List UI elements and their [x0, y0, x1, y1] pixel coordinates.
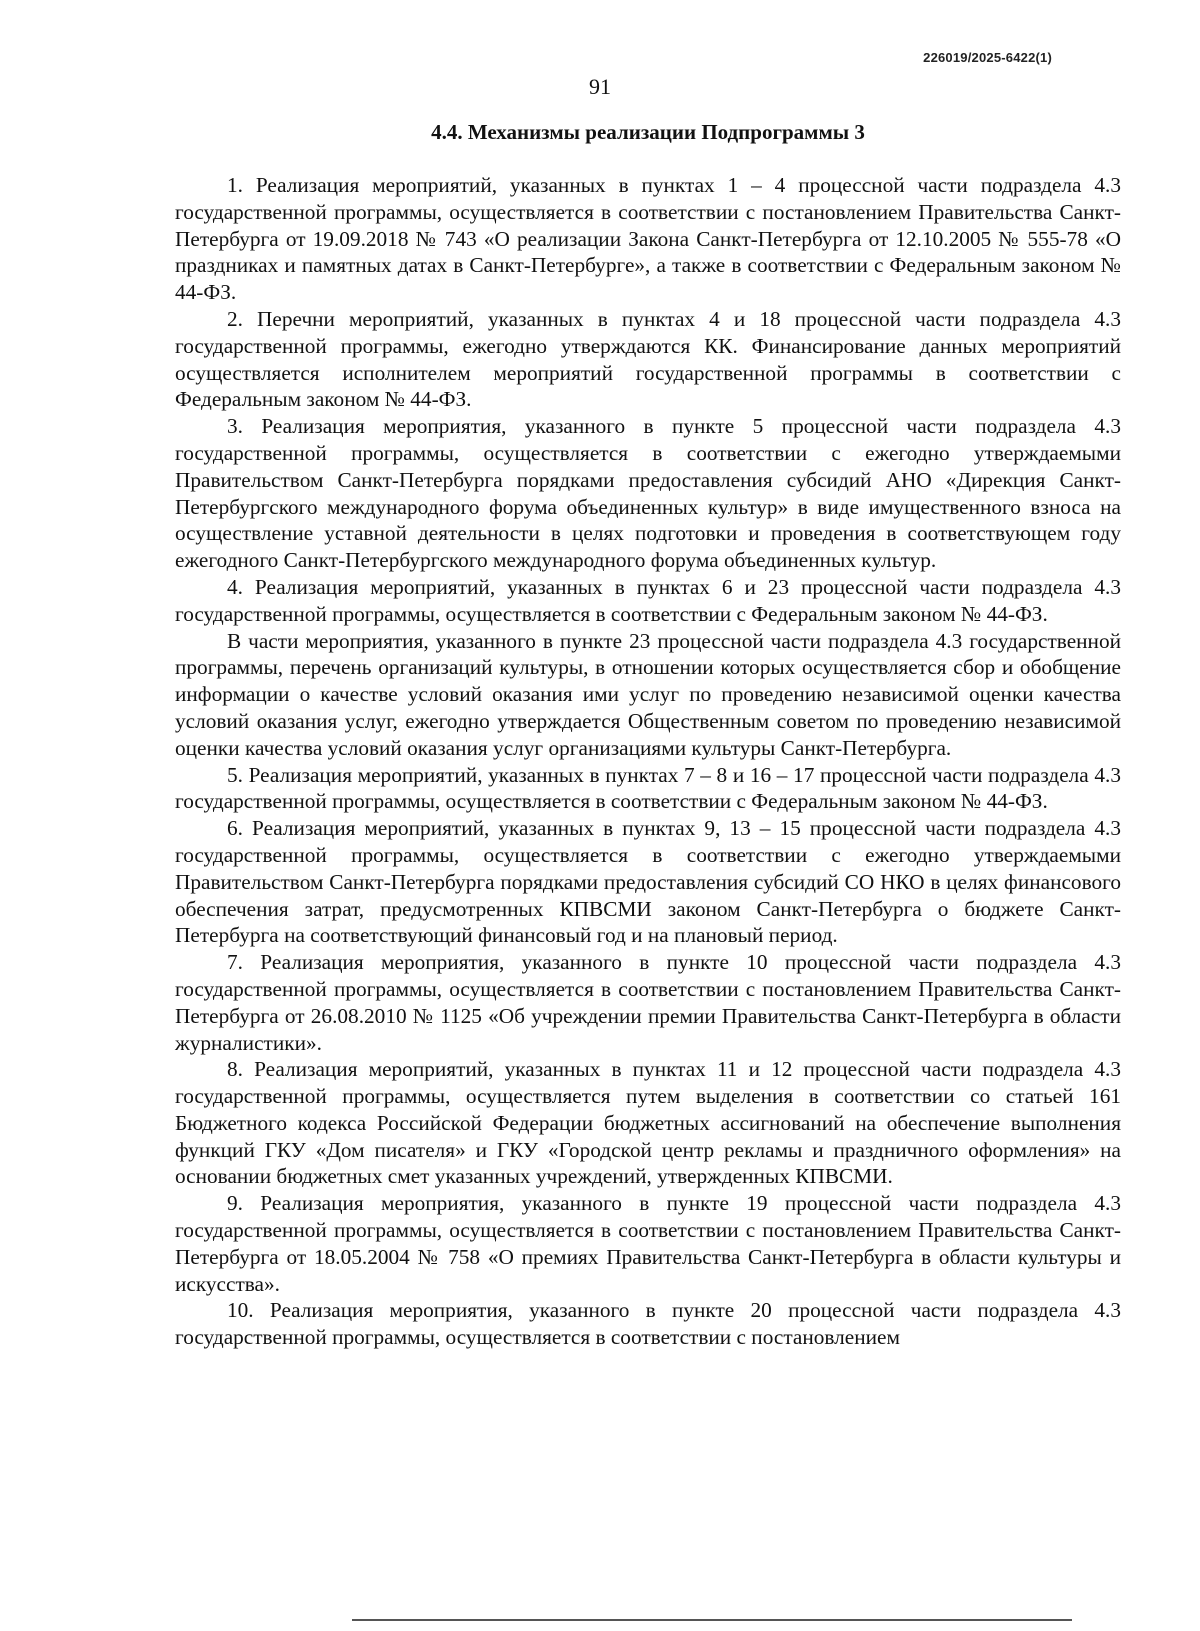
bottom-divider [352, 1619, 1072, 1621]
document-id: 226019/2025-6422(1) [923, 50, 1052, 65]
paragraph-4-continuation: В части мероприятия, указанного в пункте 23 процессной части подраздела 4.3 государственной программы, перечень организаций культуры, в отношении которых осуществляется сбор и обобщение информации о качестве условий оказания ими услуг по проведению независимой оценки качества условий оказания услуг, ежегодно утверждается Общественным советом по проведению независимой оценки качества условий оказания услуг организациями культуры Санкт-Петербурга. [175, 628, 1121, 760]
paragraph-1: 1. Реализация мероприятий, указанных в пунктах 1 – 4 процессной части подраздела 4.3 государственной программы, осуществляется в соответствии с постановлением Правительства Санкт-Петербурга от 19.09.2018 № 743 «О реализации Закона Санкт-Петербурга от 12.10.2005 № 555-78 «О праздниках и памятных датах в Санкт-Петербурге», а также в соответствии с Федеральным законом № 44-ФЗ. [175, 173, 1121, 305]
paragraph-7: 7. Реализация мероприятия, указанного в пункте 10 процессной части подраздела 4.3 государственной программы, осуществляется в соответствии с постановлением Правительства Санкт-Петербурга от 26.08.2010 № 1125 «Об учреждении премии Правительства Санкт-Петербурга в области журналистики». [175, 950, 1121, 1055]
page-number: 91 [589, 74, 611, 99]
document-body [175, 172, 1121, 1351]
section-title: 4.4. Механизмы реализации Подпрограммы 3 [431, 120, 865, 144]
paragraph-9: 9. Реализация мероприятия, указанного в пункте 19 процессной части подраздела 4.3 государственной программы, осуществляется в соответствии с постановлением Правительства Санкт-Петербурга от 18.05.2004 № 758 «О премиях Правительства Санкт-Петербурга в области культуры и искусства». [175, 1191, 1121, 1296]
paragraph-4: 4. Реализация мероприятий, указанных в пунктах 6 и 23 процессной части подраздела 4.3 государственной программы, осуществляется в соответствии с Федеральным законом № 44-ФЗ. [175, 574, 1121, 626]
paragraph-10: 10. Реализация мероприятия, указанного в пункте 20 процессной части подраздела 4.3 государственной программы, осуществляется в соответствии с постановлением [175, 1298, 1121, 1350]
paragraph-5: 5. Реализация мероприятий, указанных в пунктах 7 – 8 и 16 – 17 процессной части подраздела 4.3 государственной программы, осуществляется в соответствии с Федеральным законом № 44-ФЗ. [175, 762, 1121, 814]
paragraph-6: 6. Реализация мероприятий, указанных в пунктах 9, 13 – 15 процессной части подраздела 4.3 государственной программы, осуществляется в соответствии с ежегодно утверждаемыми Правительством Санкт-Петербурга порядками предоставления субсидий СО НКО в целях финансового обеспечения затрат, предусмотренных КПВСМИ законом Санкт-Петербурга о бюджете Санкт-Петербурга на соответствующий финансовый год и на плановый период. [175, 816, 1121, 948]
paragraph-8: 8. Реализация мероприятий, указанных в пунктах 11 и 12 процессной части подраздела 4.3 государственной программы, осуществляется путем выделения в соответствии со статьей 161 Бюджетного кодекса Российской Федерации бюджетных ассигнований на обеспечение выполнения функций ГКУ «Дом писателя» и ГКУ «Городской центр рекламы и праздничного оформления» на основании бюджетных смет указанных учреждений, утвержденных КПВСМИ. [175, 1057, 1121, 1189]
paragraph-2: 2. Перечни мероприятий, указанных в пунктах 4 и 18 процессной части подраздела 4.3 государственной программы, ежегодно утверждаются КК. Финансирование данных мероприятий осуществляется исполнителем мероприятий государственной программы в соответствии с Федеральным законом № 44-ФЗ. [175, 306, 1121, 412]
paragraph-3: 3. Реализация мероприятия, указанного в пункте 5 процессной части подраздела 4.3 государственной программы, осуществляется в соответствии с ежегодно утверждаемыми Правительством Санкт-Петербурга порядками предоставления субсидий АНО «Дирекция Санкт-Петербургского международного форума объединенных культур» в виде имущественного взноса на осуществление уставной деятельности в целях подготовки и проведения в соответствующем году ежегодного Санкт-Петербургского международного форума объединенных культур. [175, 414, 1121, 573]
